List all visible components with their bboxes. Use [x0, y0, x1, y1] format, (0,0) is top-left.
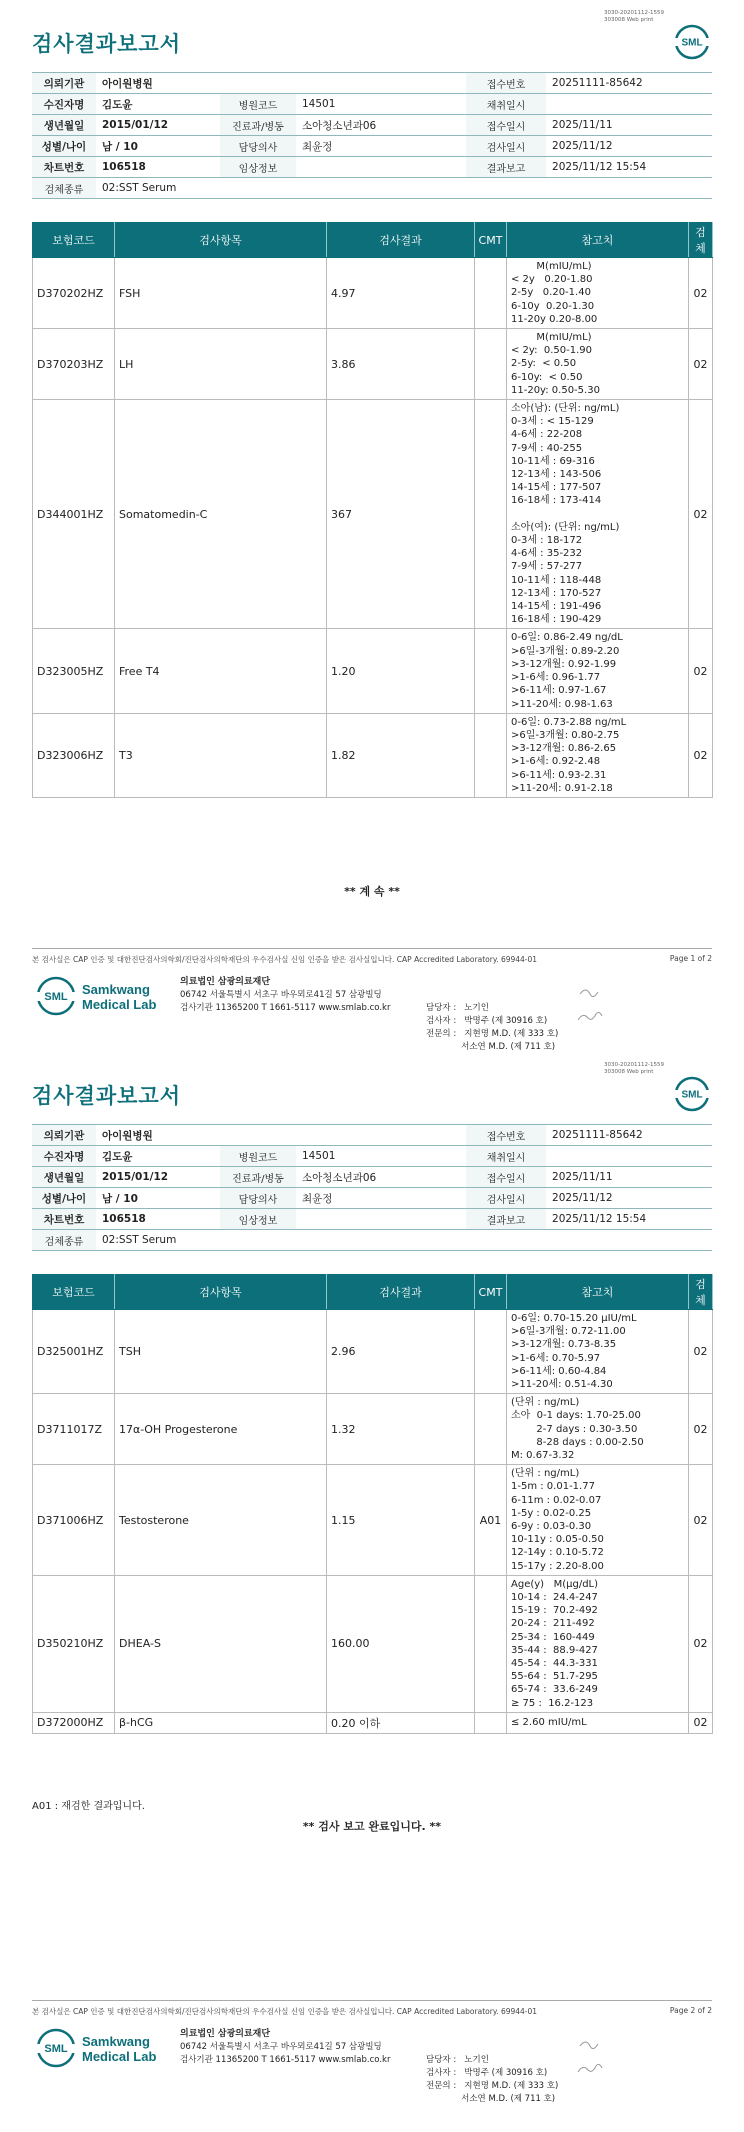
col-cmt: CMT [475, 1275, 507, 1310]
reference-line: M(mIU/mL) [511, 332, 592, 344]
value-hospital-code: 14501 [296, 94, 466, 115]
result-row [33, 1310, 713, 1394]
reference-line: 2-7 days : 0.30-3.50 [511, 1423, 638, 1435]
results-table-page1 [32, 222, 713, 798]
value-hospital: 아이원병원 [96, 73, 466, 94]
reference-line: >3-12개월: 0.73-8.35 [511, 1339, 617, 1351]
report-title: 검사결과보고서 [32, 32, 182, 56]
result-row [33, 258, 713, 329]
reference-line: 12-13세 : 143-506 [511, 469, 602, 481]
row-code: D323005HZ [33, 629, 115, 713]
row-reference [507, 1394, 689, 1465]
reference-line: 35-44 : 88.9-427 [511, 1644, 598, 1656]
samkwang-logo-icon-p2 [36, 2026, 176, 2070]
reference-line: 16-18세 : 173-414 [511, 495, 602, 507]
label-receipt-no: 접수번호 [466, 73, 546, 94]
value-specimen: 02:SST Serum [96, 178, 712, 199]
row-item: DHEA-S [115, 1575, 327, 1712]
svg-text:Samkwang: Samkwang [82, 982, 150, 997]
row-specimen: 02 [689, 258, 713, 329]
footer-cert: 본 검사실은 CAP 인증 및 대한진단검사의학회/진단검사의학재단의 우수검사실 신임 인증을 받은 검사실입니다. CAP Accredited Laboratory. 69944-01 Page 1 of 2 [32, 954, 712, 964]
row-result: 1.15 [327, 1465, 475, 1576]
result-row [33, 1712, 713, 1733]
result-row [33, 1394, 713, 1465]
row-result: 1.82 [327, 713, 475, 797]
patient-info-table-p2 [32, 1124, 712, 1251]
reference-line: 0-6일: 0.73-2.88 ng/mL [511, 716, 627, 728]
label-hospital-code: 병원코드 [220, 1146, 296, 1167]
label-chart: 차트번호 [32, 1209, 96, 1230]
reference-line: 11-20y 0.20-8.00 [511, 313, 598, 325]
footer-divider [32, 2000, 712, 2001]
value-collect-date [546, 94, 712, 115]
reference-line: 45-54 : 44.3-331 [511, 1658, 598, 1670]
svg-text:Medical Lab: Medical Lab [82, 997, 157, 1012]
row-cmt [475, 1394, 507, 1465]
reference-line: 2-5y: < 0.50 [511, 358, 577, 370]
reference-line: 6-11m : 0.02-0.07 [511, 1494, 602, 1506]
sml-logo-icon-p2 [674, 1076, 710, 1112]
reference-line: 12-13세 : 170-527 [511, 587, 602, 599]
col-ref: 참고치 [507, 223, 689, 258]
row-cmt [475, 329, 507, 400]
result-row [33, 400, 713, 629]
reference-line: 14-15세 : 177-507 [511, 482, 602, 494]
reference-line: >1-6세: 0.96-1.77 [511, 672, 601, 684]
row-specimen: 02 [689, 629, 713, 713]
result-row [33, 713, 713, 797]
reference-line: 14-15세 : 191-496 [511, 601, 602, 613]
row-specimen: 02 [689, 1394, 713, 1465]
results-table-page2 [32, 1274, 713, 1734]
value-hospital: 아이원병원 [96, 1125, 466, 1146]
reference-line: 소아 0-1 days: 1.70-25.00 [511, 1410, 641, 1422]
value-report-date: 2025/11/12 15:54 [546, 1209, 712, 1230]
svg-text:Medical Lab: Medical Lab [82, 2049, 157, 2064]
col-code: 보험코드 [33, 1275, 115, 1310]
label-hospital: 의뢰기관 [32, 1125, 96, 1146]
value-dept: 소아청소년과06 [296, 1167, 466, 1188]
reference-line: >3-12개월: 0.92-1.99 [511, 658, 617, 670]
label-doctor: 담당의사 [220, 1188, 296, 1209]
value-test-date: 2025/11/12 [546, 1188, 712, 1209]
row-item: Somatomedin-C [115, 400, 327, 629]
col-specimen: 검체 [689, 223, 713, 258]
lab-address: 의료법인 삼광의료재단 06742 서울특별시 서초구 바우뫼로41길 57 삼광빌딩 검사기관 11365200 T 1661-5117 www.smlab.co.kr [180, 977, 391, 1013]
reference-line: 15-19 : 70.2-492 [511, 1605, 598, 1617]
signature-block: 담당자 : 노기인 검사자 : 박명주 (제 30916 호) 전문의 : 지현명 M.D. (제 333 호) 서소연 M.D. (제 711 호) [426, 2055, 559, 2104]
value-patient: 김도윤 [96, 94, 220, 115]
reference-line: 소아(남): (단위: ng/mL) [511, 403, 620, 415]
row-reference [507, 1310, 689, 1394]
row-item: FSH [115, 258, 327, 329]
label-report-date: 결과보고 [466, 157, 546, 178]
row-cmt [475, 1575, 507, 1712]
signature-block: 담당자 : 노기인 검사자 : 박명주 (제 30916 호) 전문의 : 지현명 M.D. (제 333 호) 서소연 M.D. (제 711 호) [426, 1003, 559, 1052]
doc-code: 3030-20201112-1559 303008 Web print [604, 10, 664, 23]
row-item: Testosterone [115, 1465, 327, 1576]
value-test-date: 2025/11/12 [546, 136, 712, 157]
value-chart: 106518 [96, 157, 220, 178]
label-specimen: 검체종류 [32, 1230, 96, 1251]
samkwang-logo-icon [36, 974, 176, 1018]
row-item: T3 [115, 713, 327, 797]
row-result: 4.97 [327, 258, 475, 329]
label-report-date: 결과보고 [466, 1209, 546, 1230]
reference-line: 1-5m : 0.01-1.77 [511, 1481, 595, 1493]
reference-line: 4-6세 : 22-208 [511, 429, 583, 441]
reference-line [511, 508, 684, 521]
value-hospital-code: 14501 [296, 1146, 466, 1167]
row-code: D371006HZ [33, 1465, 115, 1576]
label-birth: 생년월일 [32, 1167, 96, 1188]
value-receipt-date: 2025/11/11 [546, 115, 712, 136]
col-item: 검사항목 [115, 223, 327, 258]
row-item: LH [115, 329, 327, 400]
row-result: 3.86 [327, 329, 475, 400]
sml-logo-icon [674, 24, 710, 60]
label-doctor: 담당의사 [220, 136, 296, 157]
row-cmt [475, 1310, 507, 1394]
row-result: 160.00 [327, 1575, 475, 1712]
row-reference [507, 629, 689, 713]
reference-line: 10-11세 : 118-448 [511, 574, 602, 586]
row-item: TSH [115, 1310, 327, 1394]
label-receipt-no: 접수번호 [466, 1125, 546, 1146]
label-clinical: 임상정보 [220, 157, 296, 178]
reference-line: 7-9세 : 40-255 [511, 442, 583, 454]
reference-line: 소아(여): (단위: ng/mL) [511, 521, 620, 533]
value-receipt-date: 2025/11/11 [546, 1167, 712, 1188]
label-specimen: 검체종류 [32, 178, 96, 199]
reference-line: 12-14y : 0.10-5.72 [511, 1547, 604, 1559]
row-item: β-hCG [115, 1712, 327, 1733]
label-chart: 차트번호 [32, 157, 96, 178]
reference-line: >6일-3개월: 0.72-11.00 [511, 1326, 626, 1338]
row-specimen: 02 [689, 400, 713, 629]
col-result: 검사결과 [327, 1275, 475, 1310]
row-specimen: 02 [689, 1575, 713, 1712]
row-code: D370203HZ [33, 329, 115, 400]
svg-text:SML: SML [681, 37, 703, 49]
label-receipt-date: 접수일시 [466, 1167, 546, 1188]
value-sex-age: 남 / 10 [96, 136, 220, 157]
row-code: D3711017Z [33, 1394, 115, 1465]
reference-line: (단위 : ng/mL) [511, 1468, 580, 1480]
reference-line: >3-12개월: 0.86-2.65 [511, 743, 617, 755]
row-reference [507, 1712, 689, 1733]
row-result: 367 [327, 400, 475, 629]
reference-line: 1-5y : 0.02-0.25 [511, 1507, 592, 1519]
reference-line: >1-6세: 0.92-2.48 [511, 756, 601, 768]
reference-line: < 2y: 0.50-1.90 [511, 345, 592, 357]
reference-line: >6일-3개월: 0.80-2.75 [511, 729, 620, 741]
col-item: 검사항목 [115, 1275, 327, 1310]
value-receipt-no: 20251111-85642 [546, 1125, 712, 1146]
value-receipt-no: 20251111-85642 [546, 73, 712, 94]
result-row [33, 329, 713, 400]
svg-text:SML: SML [44, 2043, 68, 2055]
row-cmt: A01 [475, 1465, 507, 1576]
page-label: Page 2 of 2 [669, 2006, 712, 2015]
row-code: D323006HZ [33, 713, 115, 797]
reference-line: Age(y) M(μg/dL) [511, 1578, 599, 1590]
reference-line: (단위 : ng/mL) [511, 1397, 580, 1409]
reference-line: 0-6일: 0.86-2.49 ng/dL [511, 632, 623, 644]
value-birth: 2015/01/12 [96, 115, 220, 136]
row-specimen: 02 [689, 329, 713, 400]
reference-line: 7-9세 : 57-277 [511, 561, 583, 573]
row-item: 17α-OH Progesterone [115, 1394, 327, 1465]
value-patient: 김도윤 [96, 1146, 220, 1167]
continued-label: ** 계 속 ** [344, 885, 400, 898]
row-code: D370202HZ [33, 258, 115, 329]
value-sex-age: 남 / 10 [96, 1188, 220, 1209]
value-doctor: 최윤정 [296, 1188, 466, 1209]
complete-label: ** 검사 보고 완료입니다. ** [302, 1820, 442, 1833]
label-test-date: 검사일시 [466, 1188, 546, 1209]
label-birth: 생년월일 [32, 115, 96, 136]
label-dept: 진료과/병동 [220, 1167, 296, 1188]
reference-line: 10-14 : 24.4-247 [511, 1592, 598, 1604]
report-title-p2: 검사결과보고서 [32, 1084, 182, 1108]
label-sex-age: 성별/나이 [32, 136, 96, 157]
reference-line: 65-74 : 33.6-249 [511, 1684, 598, 1696]
svg-text:Samkwang: Samkwang [82, 2034, 150, 2049]
result-row [33, 1465, 713, 1576]
svg-text:SML: SML [681, 1089, 703, 1101]
label-patient: 수진자명 [32, 1146, 96, 1167]
row-reference [507, 400, 689, 629]
reference-line: 0-6일: 0.70-15.20 μIU/mL [511, 1313, 637, 1324]
result-row [33, 629, 713, 713]
col-code: 보험코드 [33, 223, 115, 258]
reference-line: 25-34 : 160-449 [511, 1631, 595, 1643]
reference-line: >6일-3개월: 0.89-2.20 [511, 645, 620, 657]
reference-line: 8-28 days : 0.00-2.50 [511, 1436, 644, 1448]
label-dept: 진료과/병동 [220, 115, 296, 136]
reference-line: >6-11세: 0.60-4.84 [511, 1365, 607, 1377]
reference-line: 16-18세 : 190-429 [511, 614, 602, 626]
reference-line: >11-20세: 0.98-1.63 [511, 698, 613, 710]
row-reference [507, 329, 689, 400]
reference-line: 10-11y : 0.05-0.50 [511, 1534, 604, 1546]
value-collect-date [546, 1146, 712, 1167]
label-receipt-date: 접수일시 [466, 115, 546, 136]
reference-line: 10-11세 : 69-316 [511, 455, 595, 467]
label-test-date: 검사일시 [466, 136, 546, 157]
row-specimen: 02 [689, 1712, 713, 1733]
row-result: 1.20 [327, 629, 475, 713]
row-code: D350210HZ [33, 1575, 115, 1712]
reference-line: 11-20y: 0.50-5.30 [511, 384, 600, 396]
col-cmt: CMT [475, 223, 507, 258]
row-result: 2.96 [327, 1310, 475, 1394]
label-hospital: 의뢰기관 [32, 73, 96, 94]
row-reference [507, 258, 689, 329]
row-specimen: 02 [689, 1310, 713, 1394]
reference-line: >6-11세: 0.97-1.67 [511, 685, 607, 697]
page-label: Page 1 of 2 [669, 954, 712, 963]
reference-line: M(mIU/mL) [511, 261, 592, 272]
row-result: 1.32 [327, 1394, 475, 1465]
reference-line: 15-17y : 2.20-8.00 [511, 1560, 604, 1572]
value-clinical [296, 157, 466, 178]
label-collect-date: 채취일시 [466, 94, 546, 115]
reference-line: 0-3세 : 18-172 [511, 535, 583, 547]
retest-note: A01 : 재검한 결과입니다. [32, 1801, 145, 1812]
footer-divider [32, 948, 712, 949]
patient-info-table [32, 72, 712, 199]
row-code: D344001HZ [33, 400, 115, 629]
reference-line: < 2y 0.20-1.80 [511, 274, 593, 286]
reference-line: >6-11세: 0.93-2.31 [511, 769, 607, 781]
reference-line: 0-3세 : < 15-129 [511, 416, 594, 428]
label-collect-date: 채취일시 [466, 1146, 546, 1167]
reference-line: 2-5y 0.20-1.40 [511, 287, 591, 299]
row-specimen: 02 [689, 713, 713, 797]
value-birth: 2015/01/12 [96, 1167, 220, 1188]
label-hospital-code: 병원코드 [220, 94, 296, 115]
label-clinical: 임상정보 [220, 1209, 296, 1230]
label-patient: 수진자명 [32, 94, 96, 115]
value-chart: 106518 [96, 1209, 220, 1230]
row-cmt [475, 400, 507, 629]
col-specimen: 검체 [689, 1275, 713, 1310]
value-doctor: 최윤정 [296, 136, 466, 157]
value-report-date: 2025/11/12 15:54 [546, 157, 712, 178]
col-result: 검사결과 [327, 223, 475, 258]
report-page-1 [0, 0, 744, 1052]
footer-cert: 본 검사실은 CAP 인증 및 대한진단검사의학회/진단검사의학재단의 우수검사실 신임 인증을 받은 검사실입니다. CAP Accredited Laboratory. 69944-01 Page 2 of 2 [32, 2006, 712, 2016]
value-specimen: 02:SST Serum [96, 1230, 712, 1251]
reference-line: M: 0.67-3.32 [511, 1450, 575, 1462]
result-row [33, 1575, 713, 1712]
reference-line: 20-24 : 211-492 [511, 1618, 595, 1630]
row-cmt [475, 258, 507, 329]
row-cmt [475, 1712, 507, 1733]
row-code: D325001HZ [33, 1310, 115, 1394]
row-reference [507, 713, 689, 797]
row-specimen: 02 [689, 1465, 713, 1576]
reference-line: >11-20세: 0.51-4.30 [511, 1379, 613, 1391]
reference-line: ≥ 75 : 16.2-123 [511, 1697, 594, 1709]
lab-address: 의료법인 삼광의료재단 06742 서울특별시 서초구 바우뫼로41길 57 삼광빌딩 검사기관 11365200 T 1661-5117 www.smlab.co.kr [180, 2029, 391, 2065]
doc-code-p2: 3030-20201112-1559 303008 Web print [604, 1062, 664, 1075]
reference-line: 6-10y 0.20-1.30 [511, 300, 595, 312]
reference-line: 6-10y: < 0.50 [511, 371, 583, 383]
handwritten-signature-icon [574, 980, 614, 1030]
label-sex-age: 성별/나이 [32, 1188, 96, 1209]
reference-line: >1-6세: 0.70-5.97 [511, 1352, 601, 1364]
row-cmt [475, 713, 507, 797]
row-item: Free T4 [115, 629, 327, 713]
reference-line: 6-9y : 0.03-0.30 [511, 1521, 592, 1533]
value-clinical [296, 1209, 466, 1230]
reference-line: 55-64 : 51.7-295 [511, 1671, 598, 1683]
reference-line: 4-6세 : 35-232 [511, 548, 583, 560]
row-code: D372000HZ [33, 1712, 115, 1733]
reference-line: ≤ 2.60 mIU/mL [511, 1717, 587, 1729]
report-page-2 [0, 1052, 744, 2104]
col-ref: 참고치 [507, 1275, 689, 1310]
row-cmt [475, 629, 507, 713]
svg-text:SML: SML [44, 991, 68, 1003]
row-result: 0.20 이하 [327, 1712, 475, 1733]
reference-line: >11-20세: 0.91-2.18 [511, 782, 613, 794]
row-reference [507, 1575, 689, 1712]
value-dept: 소아청소년과06 [296, 115, 466, 136]
row-reference [507, 1465, 689, 1576]
handwritten-signature-icon [574, 2032, 614, 2082]
